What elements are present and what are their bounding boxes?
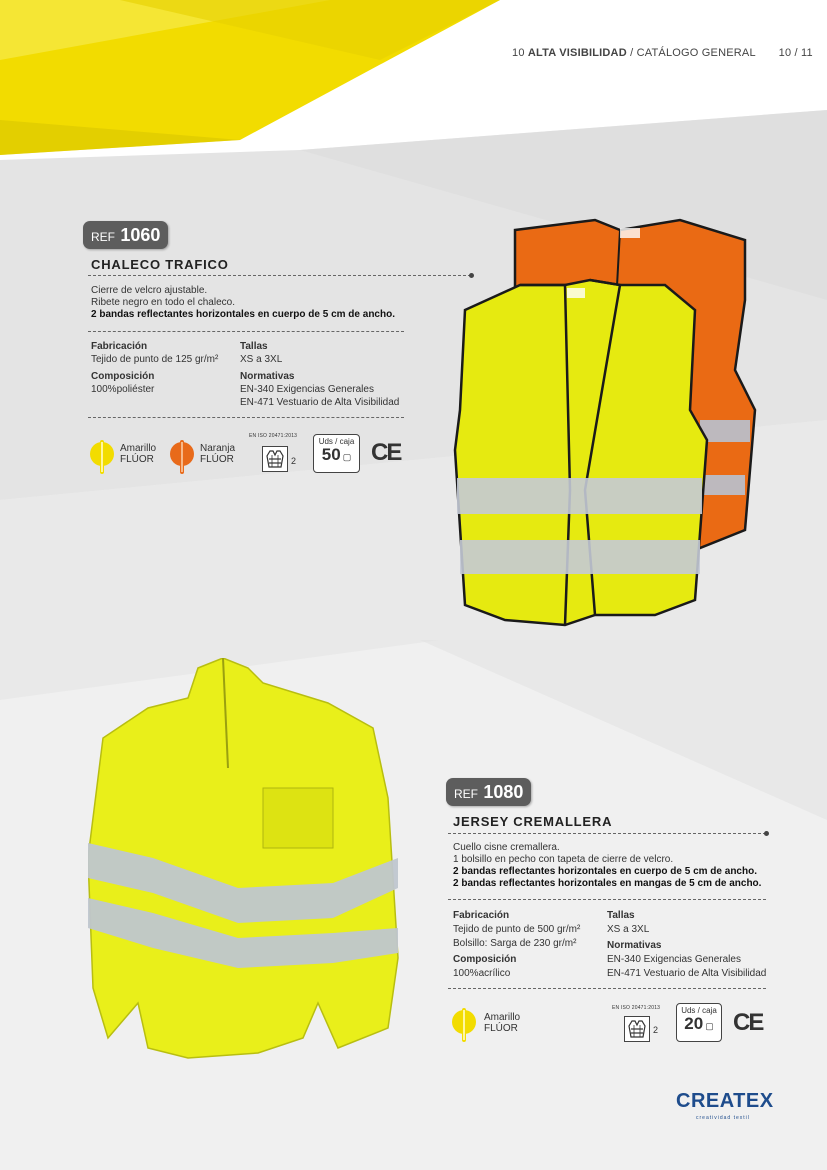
fabricacion-value: Tejido de punto de 125 gr/m² [91,354,219,365]
yellow-swatch-icon [89,436,115,476]
product-description [91,285,395,321]
fabricacion-value-2: Bolsillo: Sarga de 230 gr/m² [453,938,577,949]
tallas-value: XS a 3XL [240,354,283,365]
ref-badge-1080 [446,778,531,806]
brand-tagline: creatividad textil [696,1115,750,1121]
tallas-value: XS a 3XL [607,924,650,935]
color-name: Amarillo [120,443,157,454]
description-divider [88,331,404,332]
composicion-label: Composición [91,371,155,382]
units-per-box [676,1003,722,1042]
fabricacion-label: Fabricación [91,341,148,352]
yellow-swatch-icon [451,1004,477,1044]
description-line: 1 bolsillo en pecho con tapeta de cierre de velcro. [453,854,674,865]
ce-mark: CE [733,1009,763,1036]
normativas-label: Normativas [607,940,662,951]
jersey-product-image [88,658,403,1070]
units-value [677,1015,721,1035]
color-label-yellow [484,1012,520,1034]
color-name: Naranja [200,443,236,454]
description-divider [448,899,766,900]
color-variant: FLÚOR [484,1023,518,1034]
color-name: Amarillo [484,1012,521,1023]
ref-number: 1080 [483,782,524,802]
vest-product-image [445,210,770,635]
composicion-label: Composición [453,954,517,965]
brand-logo: CREATEX [676,1090,774,1112]
description-line-bold: 2 bandas reflectantes horizontales en cuerpo de 5 cm de ancho. [453,866,757,877]
hi-vis-vest-icon [262,446,288,472]
normativa-1: EN-340 Exigencias Generales [240,384,374,395]
tallas-label: Tallas [607,910,635,921]
iso-class: 2 [291,456,297,466]
color-variant: FLÚOR [200,454,234,465]
description-line: Cuello cisne cremallera. [453,842,560,853]
orange-swatch-icon [169,436,195,476]
units-number: 50 [321,445,341,464]
ce-mark: CE [371,439,401,466]
iso-class: 2 [653,1025,659,1035]
product-description [453,842,761,890]
ref-badge-1060 [83,221,168,249]
units-number: 20 [684,1014,704,1033]
normativa-2: EN-471 Vestuario de Alta Visibilidad [240,397,400,408]
specs-divider [448,988,766,989]
title-divider [88,275,471,276]
title-divider [448,833,766,834]
normativas-label: Normativas [240,371,295,382]
units-value [314,446,359,466]
tallas-label: Tallas [240,341,268,352]
section-number: 10 [512,47,525,59]
color-variant: FLÚOR [120,454,154,465]
section-name: ALTA VISIBILIDAD [527,47,627,59]
normativa-2: EN-471 Vestuario de Alta Visibilidad [607,968,767,979]
units-per-box [313,434,360,473]
description-line-bold: 2 bandas reflectantes horizontales en cuerpo de 5 cm de ancho. [91,309,395,320]
header-separator: / [630,47,634,59]
box-icon: ▢ [342,452,352,462]
fabricacion-value-1: Tejido de punto de 500 gr/m² [453,924,581,935]
color-label-yellow [120,443,156,465]
page-number: 10 / 11 [778,47,813,59]
units-label: Uds / caja [681,1006,717,1015]
page-header [512,47,813,59]
composicion-value: 100%poliéster [91,384,155,395]
box-icon: ▢ [705,1021,714,1031]
composicion-value: 100%acrílico [453,968,511,979]
color-label-orange [200,443,235,465]
description-line: Cierre de velcro ajustable. [91,285,208,296]
normativa-1: EN-340 Exigencias Generales [607,954,741,965]
description-line: Ribete negro en todo el chaleco. [91,297,235,308]
catalog-name: CATÁLOGO GENERAL [636,47,756,59]
units-label: Uds / caja [318,437,355,446]
hi-vis-vest-icon [624,1016,650,1042]
ref-number: 1060 [120,225,161,245]
iso-caption: EN ISO 20471:2013 [612,1005,661,1011]
ref-label: REF [454,787,478,801]
iso-caption: EN ISO 20471:2013 [249,433,298,439]
description-line-bold: 2 bandas reflectantes horizontales en mangas de 5 cm de ancho. [453,878,762,889]
ref-label: REF [91,230,115,244]
fabricacion-label: Fabricación [453,910,510,921]
product-title: CHALECO TRAFICO [91,257,229,272]
specs-divider [88,417,404,418]
product-title: JERSEY CREMALLERA [453,814,613,829]
